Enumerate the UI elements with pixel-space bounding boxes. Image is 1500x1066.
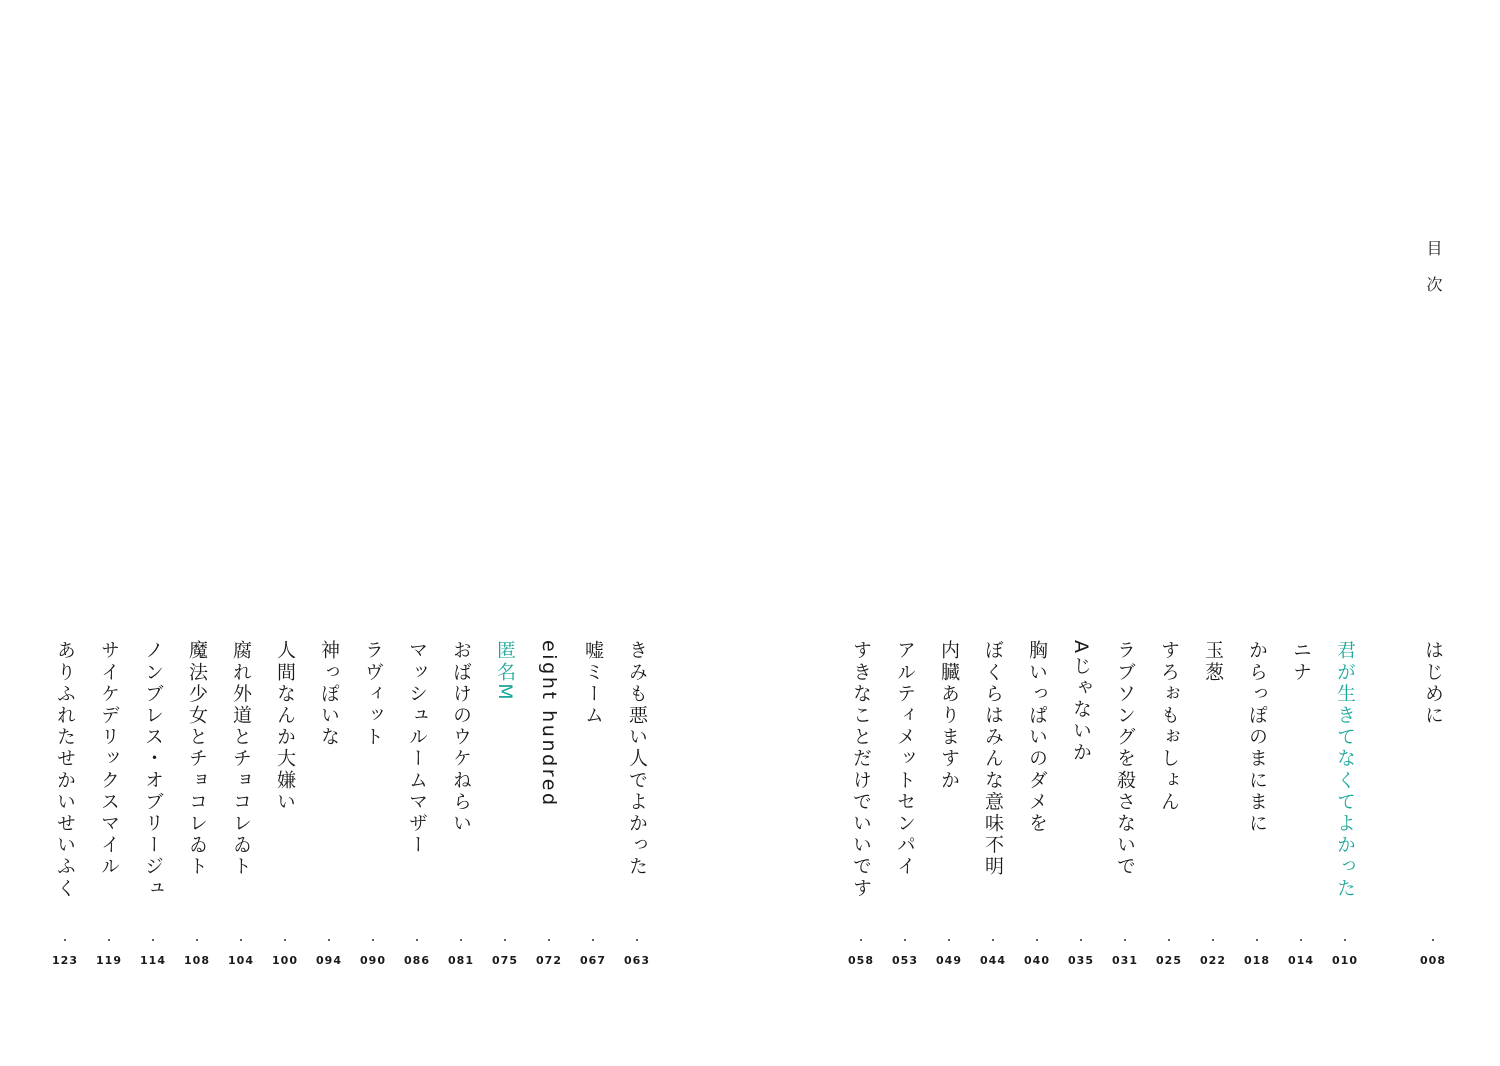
toc-entry-page: 035 [1068,954,1094,967]
toc-entry[interactable] [359,640,387,970]
dot-leader [108,936,110,946]
toc-entry-title: 玉葱 [1202,640,1224,684]
toc-entry[interactable] [1243,640,1271,970]
dot-leader [1256,936,1258,946]
toc-entry-page: 104 [228,954,254,967]
toc-entry[interactable] [491,640,519,970]
toc-entry-page: 081 [448,954,474,967]
dot-leader [860,936,862,946]
toc-entry[interactable] [979,640,1007,970]
toc-entry[interactable] [535,640,563,970]
dot-leader [636,936,638,946]
toc-entry-page: 010 [1332,954,1358,967]
toc-entry-title: 匿名M [494,640,516,703]
dot-leader [948,936,950,946]
toc-entry-title: 胸いっぱいのダメを [1026,640,1048,835]
toc-entry-title: Aじゃないか [1070,640,1092,764]
toc-entry[interactable] [447,640,475,970]
toc-entry-page: 100 [272,954,298,967]
toc-entry-title: はじめに [1422,640,1444,727]
toc-entry[interactable] [227,640,255,970]
toc-entry[interactable] [183,640,211,970]
dot-leader [1080,936,1082,946]
toc-entry-page: 014 [1288,954,1314,967]
dot-leader [372,936,374,946]
toc-entry[interactable] [403,640,431,970]
toc-entry-page: 040 [1024,954,1050,967]
toc-entry-page: 053 [892,954,918,967]
toc-entry-title: マッシュルームマザー [406,640,428,856]
toc-entry-title: ありふれたせかいせいふく [54,640,76,900]
toc-entry-page: 090 [360,954,386,967]
toc-entry-title: eight hundred [538,640,560,808]
toc-entry-title: アルティメットセンパイ [894,640,916,878]
toc-entry-title: ラブソングを殺さないで [1114,640,1136,878]
dot-leader [196,936,198,946]
toc-entry[interactable] [1155,640,1183,970]
toc-entry-page: 063 [624,954,650,967]
toc-entry-page: 086 [404,954,430,967]
toc-entry-page: 123 [52,954,78,967]
toc-entry[interactable] [1023,640,1051,970]
toc-entry-page: 072 [536,954,562,967]
toc-entry[interactable] [1419,640,1447,970]
toc-entry-page: 114 [140,954,166,967]
toc-entry[interactable] [1199,640,1227,970]
dot-leader [1036,936,1038,946]
dot-leader [992,936,994,946]
toc-entry[interactable] [1111,640,1139,970]
toc-entry-title: 君が生きてなくてよかった [1334,640,1356,900]
dot-leader [240,936,242,946]
toc-entry[interactable] [1067,640,1095,970]
toc-entry-page: 022 [1200,954,1226,967]
toc-entry[interactable] [935,640,963,970]
dot-leader [1344,936,1346,946]
toc-entry-page: 067 [580,954,606,967]
dot-leader [904,936,906,946]
toc-entry-page: 058 [848,954,874,967]
dot-leader [592,936,594,946]
toc-entry[interactable] [315,640,343,970]
dot-leader [284,936,286,946]
dot-leader [548,936,550,946]
dot-leader [1432,936,1434,946]
dot-leader [504,936,506,946]
toc-entry-title: きみも悪い人でよかった [626,640,648,878]
toc-entry-page: 025 [1156,954,1182,967]
toc-entry-page: 031 [1112,954,1138,967]
toc-entry[interactable] [271,640,299,970]
dot-leader [416,936,418,946]
toc-entry-page: 049 [936,954,962,967]
toc-entry[interactable] [623,640,651,970]
toc-entry[interactable] [891,640,919,970]
toc-entry-title: おばけのウケねらい [450,640,472,835]
toc-entry-title: すろぉもぉしょん [1158,640,1180,813]
toc-entry[interactable] [51,640,79,970]
dot-leader [64,936,66,946]
toc-entry-title: 内臓ありますか [938,640,960,792]
dot-leader [460,936,462,946]
dot-leader [152,936,154,946]
toc-heading: 目次 [1424,240,1443,312]
toc-entry-page: 108 [184,954,210,967]
toc-entry-title: ぼくらはみんな意味不明 [982,640,1004,878]
toc-entry[interactable] [1287,640,1315,970]
dot-leader [328,936,330,946]
toc-entry-page: 075 [492,954,518,967]
toc-entry[interactable] [847,640,875,970]
toc-entry-page: 094 [316,954,342,967]
toc-entry-title: 人間なんか大嫌い [274,640,296,813]
toc-entry-title: ラヴィット [362,640,384,748]
dot-leader [1212,936,1214,946]
toc-entry[interactable] [95,640,123,970]
toc-entry[interactable] [579,640,607,970]
toc-entry-page: 018 [1244,954,1270,967]
dot-leader [1168,936,1170,946]
toc-entry-title: 腐れ外道とチョコレゐト [230,640,252,878]
toc-entry-title: サイケデリックスマイル [98,640,120,878]
toc-entry-page: 008 [1420,954,1446,967]
toc-entry-title: ニナ [1290,640,1312,684]
dot-leader [1124,936,1126,946]
toc-entry-title: ノンブレス・オブリージュ [142,640,164,900]
toc-entry-title: すきなことだけでいいです [850,640,872,900]
toc-entry-page: 119 [96,954,122,967]
dot-leader [1300,936,1302,946]
toc-entry-title: 嘘ミーム [582,640,604,727]
toc-entry-title: からっぽのまにまに [1246,640,1268,835]
toc-entry-title: 魔法少女とチョコレゐト [186,640,208,878]
toc-entry-title: 神っぽいな [318,640,340,748]
toc-entry[interactable] [1331,640,1359,970]
toc-entry[interactable] [139,640,167,970]
toc-entry-page: 044 [980,954,1006,967]
